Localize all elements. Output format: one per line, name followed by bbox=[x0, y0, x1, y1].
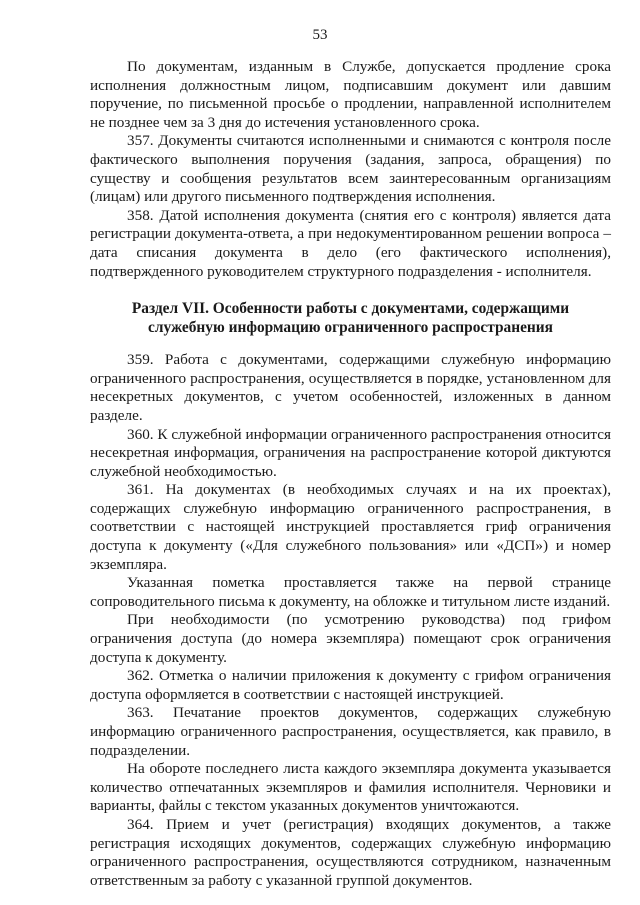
section-title bbox=[90, 299, 611, 337]
paragraph-357: 357. Документы считаются исполненными и снимаются с контроля после фактического выполнения поручения (задания, запроса, обращения) по существу и сообщения результатов всем заинтересованным организациям (лицам) или другого письменного подтверждения исполнения. bbox=[90, 132, 611, 206]
document-body bbox=[90, 58, 611, 890]
paragraph-360: 360. К служебной информации ограниченного распространения относится несекретная информация, ограничения на распространение которой диктуются служебной необходимостью. bbox=[90, 425, 611, 480]
paragraph-362: 362. Отметка о наличии приложения к документу с грифом ограничения доступа оформляется в соответствии с настоящей инструкцией. bbox=[90, 667, 611, 703]
section-title-line-1: Раздел VII. Особенности работы с документами, содержащими bbox=[131, 300, 570, 318]
section-title-line-2: служебную информацию ограниченного распространения bbox=[147, 319, 553, 337]
paragraph-extension-of-deadline: По документам, изданным в Службе, допускается продление срока исполнения должностным лицом, подписавшим документ или давшим поручение, по письменной просьбе о продлении, направленной исполнителем не позднее чем за 3 дня до истечения установленного срока. bbox=[90, 58, 611, 131]
paragraph-361-marking: Указанная пометка проставляется также на первой странице сопроводительного письма к документу, на обложке и титульном листе изданий. bbox=[90, 574, 611, 610]
paragraph-361: 361. На документах (в необходимых случаях и на их проектах), содержащих служебную информацию ограниченного распространения, в соответствии с настоящей инструкцией проставляется гриф ограничения доступа к документу («Для служебного пользования» или «ДСП») и номер экземпляра. bbox=[90, 481, 611, 573]
paragraph-363-reverse-side: На обороте последнего листа каждого экземпляра документа указывается количество отпечатанных экземпляров и фамилия исполнителя. Черновики и варианты, файлы с текстом указанных документов уничтожаются. bbox=[90, 760, 611, 815]
page-number: 53 bbox=[312, 27, 328, 43]
paragraph-361-term: При необходимости (по усмотрению руководства) под грифом ограничения доступа (до номера экземпляра) помещают срок ограничения доступа к документу. bbox=[90, 611, 611, 666]
paragraph-364: 364. Прием и учет (регистрация) входящих документов, а также регистрация исходящих документов, содержащих служебную информацию ограниченного распространения, осуществляются сотрудником, назначенным ответственным за работу с указанной группой документов. bbox=[90, 815, 611, 889]
paragraph-358: 358. Датой исполнения документа (снятия его с контроля) является дата регистрации документа-ответа, а при недокументированном решении вопроса – дата списания документа в дело (его фактического исполнения), подтвержденного руководителем структурного подразделения - исполнителя. bbox=[90, 206, 611, 280]
paragraph-363: 363. Печатание проектов документов, содержащих служебную информацию ограниченного распространения, осуществляется, как правило, в подразделении. bbox=[90, 704, 611, 759]
paragraph-359: 359. Работа с документами, содержащими служебную информацию ограниченного распространения, осуществляется в порядке, установленном для несекретных документов, с учетом особенностей, изложенных в данном разделе. bbox=[90, 351, 611, 424]
